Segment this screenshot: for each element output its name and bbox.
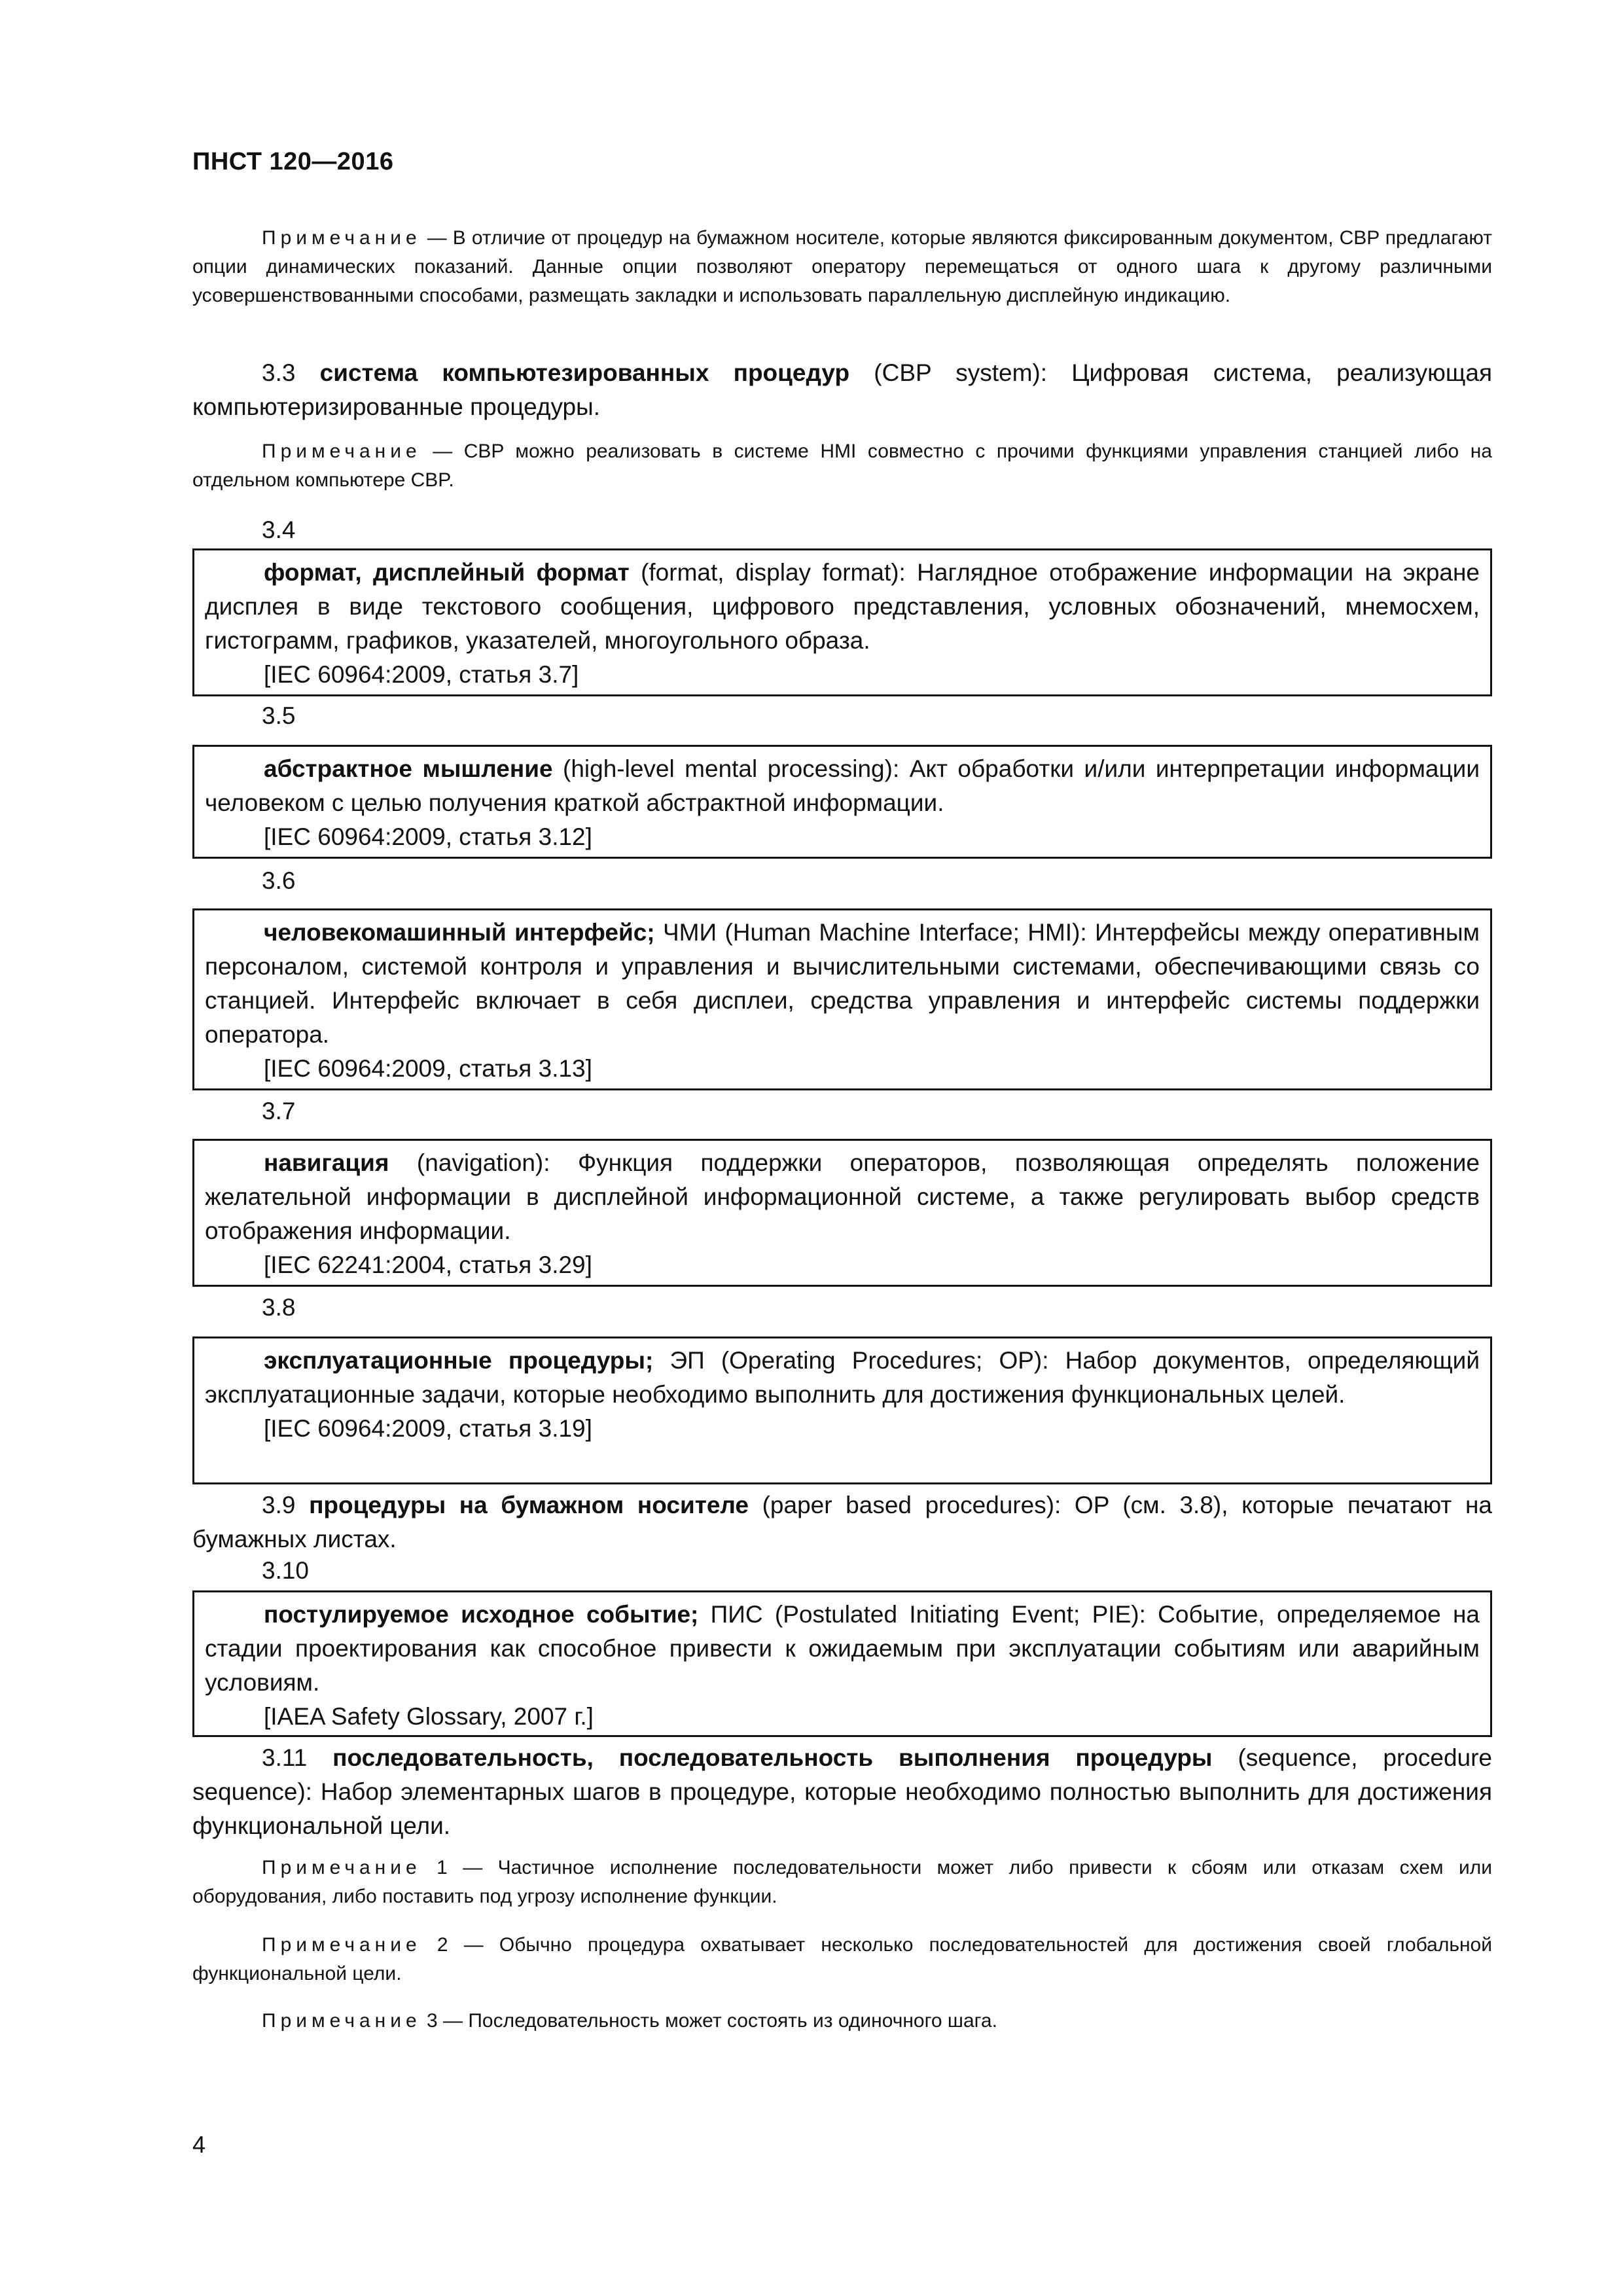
term-number-3-5: 3.5 [262, 702, 296, 729]
term-number-3-8: 3.8 [262, 1294, 296, 1321]
term-number-3-7: 3.7 [262, 1098, 296, 1124]
term-source: [IEC 62241:2004, статья 3.29] [264, 1251, 592, 1278]
term-number-3-4: 3.4 [262, 516, 296, 543]
term-box-3-7 [192, 1139, 1492, 1287]
term-box-3-5 [192, 745, 1492, 859]
note-text: 2 — Обычно процедура охватывает несколько последовательностей для достижения своей глобальной функциональной цели. [192, 1934, 1492, 1984]
term-box-3-6 [192, 908, 1492, 1090]
page-number: 4 [192, 2131, 206, 2158]
document-page [192, 0, 1492, 2296]
note-text: 1 — Частичное исполнение последовательности может либо привести к сбоям или отказам схем или оборудования, либо поставить под угрозу исполнение функции. [192, 1857, 1492, 1907]
note-label: Примечание [262, 440, 421, 462]
term-name: навигация [264, 1149, 389, 1176]
term-name: последовательность, последовательность выполнения процедуры [332, 1744, 1213, 1771]
term-box-3-8 [192, 1336, 1492, 1484]
term-source: [IEC 60964:2009, статья 3.19] [264, 1415, 592, 1442]
note-dynamic-options [192, 224, 1492, 310]
term-definition: ЭП (Operating Procedures; OP): Набор документов, определяющий эксплуатационные задачи, которые необходимо выполнить для достижения функциональных целей. [205, 1347, 1480, 1408]
term-number: 3.11 [262, 1744, 333, 1771]
term-source: [IEC 60964:2009, статья 3.12] [264, 823, 592, 850]
term-3-11 [192, 1741, 1492, 1843]
term-number: 3.9 [262, 1492, 310, 1518]
term-name: абстрактное мышление [264, 755, 553, 782]
term-3-3 [192, 356, 1492, 424]
term-definition: (sequence, procedure sequence): Набор элементарных шагов в процедуре, которые необходимо полностью выполнить для достижения функциональной цели. [192, 1744, 1493, 1839]
term-definition: ПИС (Postulated Initiating Event; PIE): Событие, определяемое на стадии проектирования как способное привести к ожидаемым при эксплуатации событиям или аварийным условиям. [205, 1601, 1480, 1696]
note-label: Примечание [262, 1857, 421, 1878]
term-definition: (paper based procedures): OP (см. 3.8), которые печатают на бумажных листах. [192, 1492, 1493, 1552]
term-definition: (CBP system): Цифровая система, реализующая компьютеризированные процедуры. [192, 359, 1492, 420]
term-name: система компьютезированных процедур [319, 359, 850, 386]
term-box-3-10 [192, 1590, 1492, 1737]
term-name: процедуры на бумажном носителе [309, 1492, 749, 1518]
term-source: [IEC 60964:2009, статья 3.7] [264, 661, 579, 688]
document-header: ПНСТ 120—2016 [192, 148, 394, 175]
note-label: Примечание [262, 227, 421, 249]
term-number: 3.3 [262, 359, 320, 386]
term-definition: (navigation): Функция поддержки операторов, позволяющая определять положение желательной информации в дисплейной информационной системе, а также регулировать выбор средств отображения информации. [205, 1149, 1480, 1244]
note-2 [192, 1931, 1492, 1988]
note-1 [192, 1854, 1492, 1911]
note-label: Примечание [262, 1934, 421, 1956]
term-definition: (format, display format): Наглядное отображение информации на экране дисплея в виде текстового сообщения, цифрового представления, условных обозначений, мнемосхем, гистограмм, графиков, указателей, многоугольного образа. [205, 559, 1480, 654]
term-box-3-4 [192, 548, 1492, 696]
term-3-9 [192, 1488, 1492, 1556]
term-number-3-6: 3.6 [262, 867, 296, 894]
term-source: [IAEA Safety Glossary, 2007 г.] [264, 1703, 594, 1730]
term-source: [IEC 60964:2009, статья 3.13] [264, 1055, 592, 1082]
term-name: формат, дисплейный формат [264, 559, 630, 586]
note-cbp-implementation [192, 437, 1492, 495]
term-name: эксплуатационные процедуры; [264, 1347, 654, 1374]
term-number-3-10: 3.10 [262, 1557, 310, 1584]
term-definition: ЧМИ (Human Machine Interface; HMI): Интерфейсы между оперативным персоналом, системой контроля и управления и вычислительными системами, обеспечивающими связь со станцией. Интерфейс включает в себя дисплеи, средства управления и интерфейс системы поддержки оператора. [205, 919, 1480, 1048]
note-text: — CBP можно реализовать в системе HMI совместно с прочими функциями управления станцией либо на отдельном компьютере CBP. [192, 440, 1492, 491]
note-text: 3 — Последовательность может состоять из одиночного шага. [421, 2010, 997, 2032]
term-definition: (high-level mental processing): Акт обработки и/или интерпретации информации человеком с целью получения краткой абстрактной информации. [205, 755, 1480, 816]
term-name: постулируемое исходное событие; [264, 1601, 699, 1628]
note-3 [192, 2007, 1492, 2036]
note-label: Примечание [262, 2010, 421, 2032]
term-name: человекомашинный интерфейс; [264, 919, 655, 946]
note-text: — В отличие от процедур на бумажном носителе, которые являются фиксированным документом, CBP предлагают опции динамических показаний. Данные опции позволяют оператору перемещаться от одного шага к другому различными усовершенствованными способами, размещать закладки и использовать параллельную дисплейную индикацию. [192, 227, 1492, 306]
